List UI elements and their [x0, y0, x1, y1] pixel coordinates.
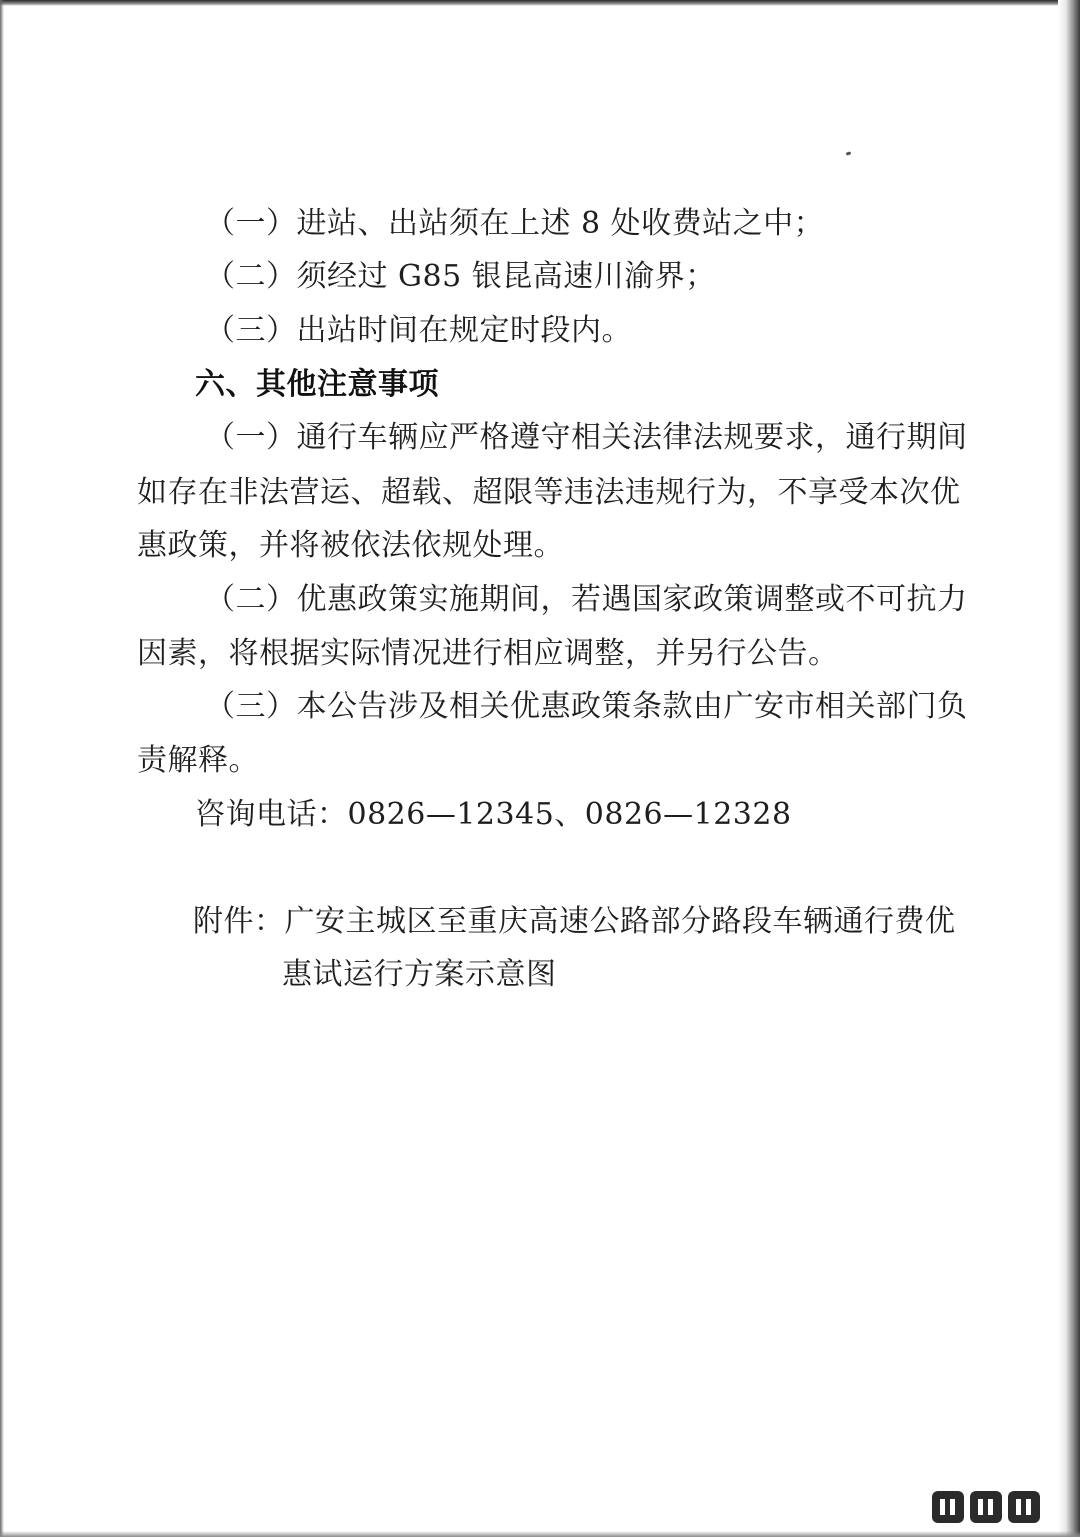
paragraph-1-line-3: 惠政策，并将被依法依规处理。 — [137, 528, 564, 563]
scan-edge-bottom — [0, 1531, 1080, 1537]
paragraph-3-line-1: （三）本公告涉及相关优惠政策条款由广安市相关部门负 — [205, 689, 968, 724]
paragraph-2-line-2: 因素，将根据实际情况进行相应调整，并另行公告。 — [137, 636, 839, 671]
condition-line-3: （三）出站时间在规定时段内。 — [205, 313, 632, 348]
attachment-line-2: 惠试运行方案示意图 — [282, 957, 557, 992]
paragraph-2-line-1: （二）优惠政策实施期间，若遇国家政策调整或不可抗力 — [205, 582, 968, 617]
scan-edge-top — [0, 0, 1080, 6]
consultation-phone: 咨询电话：0826—12345、0826—12328 — [195, 797, 792, 832]
section-heading: 六、其他注意事项 — [195, 367, 439, 402]
paragraph-1-line-1: （一）通行车辆应严格遵守相关法律法规要求，通行期间 — [205, 420, 968, 455]
condition-line-1: （一）进站、出站须在上述 8 处收费站之中； — [205, 206, 825, 241]
paragraph-3-line-2: 责解释。 — [137, 743, 259, 778]
scan-edge-right — [1058, 0, 1080, 1537]
scan-edge-left — [0, 0, 4, 1537]
attachment-line-1: 附件：广安主城区至重庆高速公路部分路段车辆通行费优 — [193, 904, 956, 939]
watermark-logo-icon — [932, 1487, 1050, 1527]
scan-speck — [846, 151, 852, 156]
condition-line-2: （二）须经过 G85 银昆高速川渝界； — [205, 259, 716, 294]
paragraph-1-line-2: 如存在非法营运、超载、超限等违法违规行为，不享受本次优 — [137, 475, 961, 510]
